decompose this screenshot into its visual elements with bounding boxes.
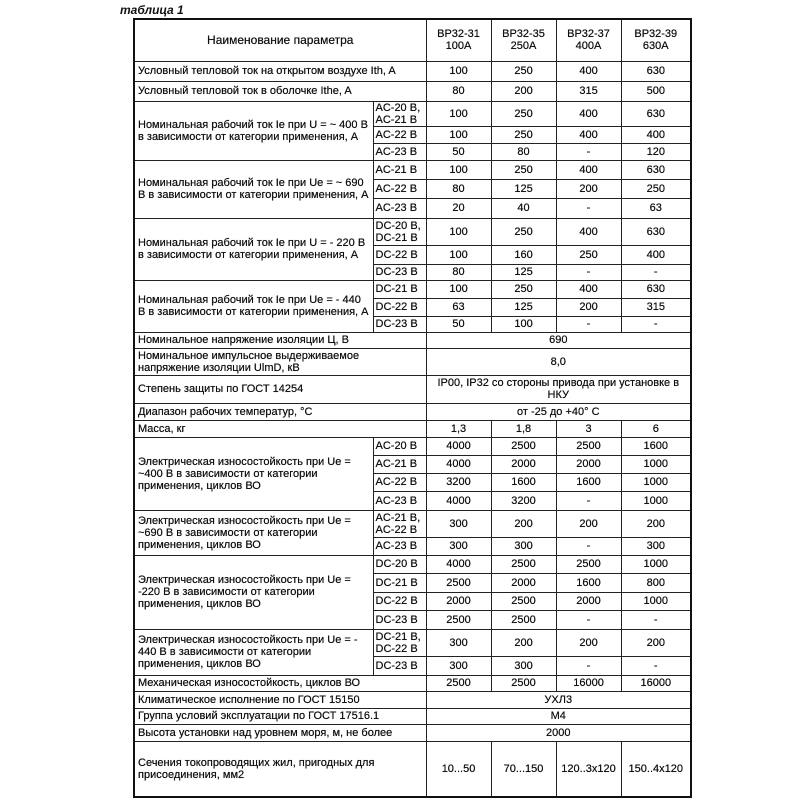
table-row <box>134 724 691 741</box>
header-row <box>134 19 691 61</box>
value-cell: 1000 <box>621 473 691 491</box>
parameter-label: Группа условий эксплуатации по ГОСТ 17516.1 <box>134 708 426 724</box>
table-row <box>134 555 691 573</box>
value-cell: 315 <box>556 81 621 101</box>
table-caption: таблица 1 <box>120 3 184 17</box>
value-cell: 250 <box>556 245 621 264</box>
value-cell: - <box>556 610 621 629</box>
value-cell: 1000 <box>621 455 691 473</box>
header-model: ВР32-39 630А <box>621 19 691 61</box>
table-row <box>134 708 691 724</box>
value-cell: 2000 <box>491 573 556 592</box>
value-cell: 200 <box>556 510 621 537</box>
value-cell: 4000 <box>426 437 491 455</box>
value-cell: 315 <box>621 298 691 316</box>
table-row <box>134 160 691 179</box>
category-label: DC-23 B <box>373 656 426 675</box>
value-cell: 630 <box>621 160 691 179</box>
value-cell: 40 <box>491 198 556 218</box>
value-cell: 2000 <box>491 455 556 473</box>
parameter-label: Электрическая износостойкость при Ue = - 440 В в зависимости от категории применения, циклов ВО <box>134 629 373 675</box>
category-label: DC-20 B <box>373 555 426 573</box>
header-model: ВР32-37 400А <box>556 19 621 61</box>
value-cell: 1600 <box>556 473 621 491</box>
table-row <box>134 741 691 797</box>
value-cell: 2500 <box>426 675 491 691</box>
category-label: AC-21 B, AC-22 B <box>373 510 426 537</box>
value-cell: 70...150 <box>491 741 556 797</box>
value-cell: 400 <box>556 280 621 298</box>
value-cell: 2500 <box>491 610 556 629</box>
value-cell: 1600 <box>556 573 621 592</box>
merged-value-cell: УХЛ3 <box>426 691 691 708</box>
value-cell: 50 <box>426 143 491 160</box>
value-cell: 50 <box>426 316 491 332</box>
value-cell: 150..4x120 <box>621 741 691 797</box>
value-cell: 125 <box>491 298 556 316</box>
value-cell: 1600 <box>491 473 556 491</box>
value-cell: - <box>556 316 621 332</box>
category-label: DC-23 B <box>373 316 426 332</box>
header-parameter: Наименование параметра <box>134 19 426 61</box>
parameter-label: Электрическая износостойкость при Ue = ~400 В в зависимости от категории применения, циклов ВО <box>134 437 373 510</box>
merged-value-cell: 2000 <box>426 724 691 741</box>
header-model: ВР32-31 100А <box>426 19 491 61</box>
value-cell: 2500 <box>556 437 621 455</box>
value-cell: 630 <box>621 218 691 245</box>
table-row <box>134 218 691 245</box>
value-cell: 125 <box>491 179 556 198</box>
value-cell: 250 <box>491 160 556 179</box>
table-row <box>134 375 691 403</box>
category-label: AC-22 B <box>373 179 426 198</box>
value-cell: 2000 <box>556 455 621 473</box>
value-cell: 250 <box>491 61 556 81</box>
value-cell: 200 <box>621 510 691 537</box>
value-cell: 400 <box>556 126 621 143</box>
parameter-label: Масса, кг <box>134 420 426 437</box>
value-cell: 300 <box>491 537 556 555</box>
value-cell: 80 <box>491 143 556 160</box>
merged-value-cell: 8,0 <box>426 348 691 375</box>
value-cell: - <box>556 491 621 510</box>
parameter-label: Номинальная рабочий ток Ie при Ue = ~ 690 В в зависимости от категории применения, А <box>134 160 373 218</box>
value-cell: 100 <box>426 101 491 126</box>
value-cell: 200 <box>491 81 556 101</box>
value-cell: - <box>556 656 621 675</box>
table-row <box>134 332 691 348</box>
table-row <box>134 629 691 656</box>
parameter-label: Номинальная рабочий ток Ie при Ue = - 440 В в зависимости от категории применения, А <box>134 280 373 332</box>
value-cell: 300 <box>426 537 491 555</box>
value-cell: 100 <box>426 61 491 81</box>
value-cell: 400 <box>621 126 691 143</box>
category-label: AC-22 B <box>373 126 426 143</box>
value-cell: 300 <box>426 510 491 537</box>
table-row <box>134 81 691 101</box>
value-cell: 3200 <box>426 473 491 491</box>
value-cell: 200 <box>556 179 621 198</box>
parameter-label: Высота установки над уровнем моря, м, не более <box>134 724 426 741</box>
merged-value-cell: IP00, IP32 со стороны привода при установке в НКУ <box>426 375 691 403</box>
category-label: DC-21 B, DC-22 B <box>373 629 426 656</box>
table-row <box>134 437 691 455</box>
value-cell: 100 <box>426 126 491 143</box>
value-cell: 250 <box>621 179 691 198</box>
value-cell: 125 <box>491 264 556 280</box>
value-cell: 10...50 <box>426 741 491 797</box>
value-cell: 20 <box>426 198 491 218</box>
parameter-label: Сечения токопроводящих жил, пригодных для присоединения, мм2 <box>134 741 426 797</box>
value-cell: 100 <box>426 280 491 298</box>
category-label: DC-23 B <box>373 264 426 280</box>
value-cell: 2500 <box>556 555 621 573</box>
category-label: DC-22 B <box>373 245 426 264</box>
value-cell: 250 <box>491 101 556 126</box>
value-cell: 250 <box>491 218 556 245</box>
table-row <box>134 101 691 126</box>
parameter-label: Механическая износостойкость, циклов ВО <box>134 675 426 691</box>
merged-value-cell: от -25 до +40° С <box>426 403 691 420</box>
category-label: DC-22 B <box>373 298 426 316</box>
value-cell: 100 <box>426 218 491 245</box>
value-cell: 16000 <box>621 675 691 691</box>
merged-value-cell: 690 <box>426 332 691 348</box>
value-cell: 200 <box>621 629 691 656</box>
value-cell: 400 <box>556 218 621 245</box>
value-cell: 1600 <box>621 437 691 455</box>
value-cell: 200 <box>556 298 621 316</box>
parameter-label: Номинальная рабочий ток Ie при U = ~ 400 В в зависимости от категории применения, А <box>134 101 373 160</box>
value-cell: 630 <box>621 61 691 81</box>
value-cell: 250 <box>491 126 556 143</box>
category-label: DC-22 B <box>373 592 426 610</box>
value-cell: 4000 <box>426 455 491 473</box>
parameter-label: Диапазон рабочих температур, °С <box>134 403 426 420</box>
value-cell: 500 <box>621 81 691 101</box>
value-cell: - <box>621 316 691 332</box>
value-cell: 2500 <box>491 555 556 573</box>
category-label: AC-23 B <box>373 537 426 555</box>
value-cell: 80 <box>426 179 491 198</box>
value-cell: 400 <box>556 101 621 126</box>
value-cell: 4000 <box>426 491 491 510</box>
value-cell: - <box>556 264 621 280</box>
value-cell: 200 <box>556 629 621 656</box>
header-model: ВР32-35 250А <box>491 19 556 61</box>
value-cell: - <box>556 537 621 555</box>
value-cell: 80 <box>426 264 491 280</box>
value-cell: 800 <box>621 573 691 592</box>
value-cell: 6 <box>621 420 691 437</box>
value-cell: - <box>621 264 691 280</box>
category-label: DC-20 B, DC-21 B <box>373 218 426 245</box>
category-label: DC-21 B <box>373 280 426 298</box>
value-cell: 63 <box>621 198 691 218</box>
value-cell: 630 <box>621 101 691 126</box>
parameter-label: Степень защиты по ГОСТ 14254 <box>134 375 426 403</box>
category-label: DC-21 B <box>373 573 426 592</box>
value-cell: 1000 <box>621 491 691 510</box>
category-label: DC-23 B <box>373 610 426 629</box>
category-label: AC-22 B <box>373 473 426 491</box>
category-label: AC-21 B <box>373 455 426 473</box>
table-row <box>134 403 691 420</box>
value-cell: 300 <box>621 537 691 555</box>
value-cell: 120..3x120 <box>556 741 621 797</box>
value-cell: 100 <box>491 316 556 332</box>
merged-value-cell: М4 <box>426 708 691 724</box>
value-cell: - <box>556 198 621 218</box>
table-row <box>134 691 691 708</box>
category-label: AC-23 B <box>373 491 426 510</box>
value-cell: 63 <box>426 298 491 316</box>
value-cell: 2500 <box>491 437 556 455</box>
category-label: AC-21 B <box>373 160 426 179</box>
value-cell: 80 <box>426 81 491 101</box>
value-cell: 2000 <box>556 592 621 610</box>
value-cell: 4000 <box>426 555 491 573</box>
parameter-label: Климатическое исполнение по ГОСТ 15150 <box>134 691 426 708</box>
value-cell: 300 <box>426 656 491 675</box>
value-cell: 2000 <box>426 592 491 610</box>
value-cell: - <box>621 610 691 629</box>
value-cell: 100 <box>426 245 491 264</box>
value-cell: 1000 <box>621 592 691 610</box>
parameter-label: Электрическая износостойкость при Ue = -220 В в зависимости от категории применения, циклов ВО <box>134 555 373 629</box>
parameter-label: Условный тепловой ток на открытом воздухе Ith, A <box>134 61 426 81</box>
value-cell: 3200 <box>491 491 556 510</box>
value-cell: 630 <box>621 280 691 298</box>
parameter-label: Номинальное напряжение изоляции Ц, В <box>134 332 426 348</box>
category-label: AC-20 B, AC-21 B <box>373 101 426 126</box>
value-cell: 1,3 <box>426 420 491 437</box>
value-cell: - <box>621 656 691 675</box>
value-cell: 2500 <box>491 675 556 691</box>
value-cell: 2500 <box>426 573 491 592</box>
specifications-table <box>133 18 692 798</box>
table-row <box>134 348 691 375</box>
value-cell: 200 <box>491 629 556 656</box>
value-cell: 160 <box>491 245 556 264</box>
category-label: AC-23 B <box>373 143 426 160</box>
value-cell: 1,8 <box>491 420 556 437</box>
category-label: AC-23 B <box>373 198 426 218</box>
table-row <box>134 675 691 691</box>
value-cell: 3 <box>556 420 621 437</box>
table-row <box>134 420 691 437</box>
parameter-label: Номинальное импульсное выдерживаемое напряжение изоляции UlmD, кВ <box>134 348 426 375</box>
value-cell: 120 <box>621 143 691 160</box>
value-cell: 300 <box>491 656 556 675</box>
value-cell: 1000 <box>621 555 691 573</box>
parameter-label: Номинальная рабочий ток Ie при U = - 220 В в зависимости от категории применения, А <box>134 218 373 280</box>
category-label: AC-20 B <box>373 437 426 455</box>
value-cell: 16000 <box>556 675 621 691</box>
value-cell: 200 <box>491 510 556 537</box>
value-cell: 2500 <box>426 610 491 629</box>
parameter-label: Условный тепловой ток в оболочке Ithe, A <box>134 81 426 101</box>
value-cell: 400 <box>621 245 691 264</box>
value-cell: 100 <box>426 160 491 179</box>
table-row <box>134 510 691 537</box>
parameter-label: Электрическая износостойкость при Ue = ~690 В в зависимости от категории применения, циклов ВО <box>134 510 373 555</box>
table-row <box>134 61 691 81</box>
value-cell: - <box>556 143 621 160</box>
value-cell: 2500 <box>491 592 556 610</box>
value-cell: 400 <box>556 61 621 81</box>
value-cell: 400 <box>556 160 621 179</box>
table-row <box>134 280 691 298</box>
value-cell: 250 <box>491 280 556 298</box>
value-cell: 300 <box>426 629 491 656</box>
